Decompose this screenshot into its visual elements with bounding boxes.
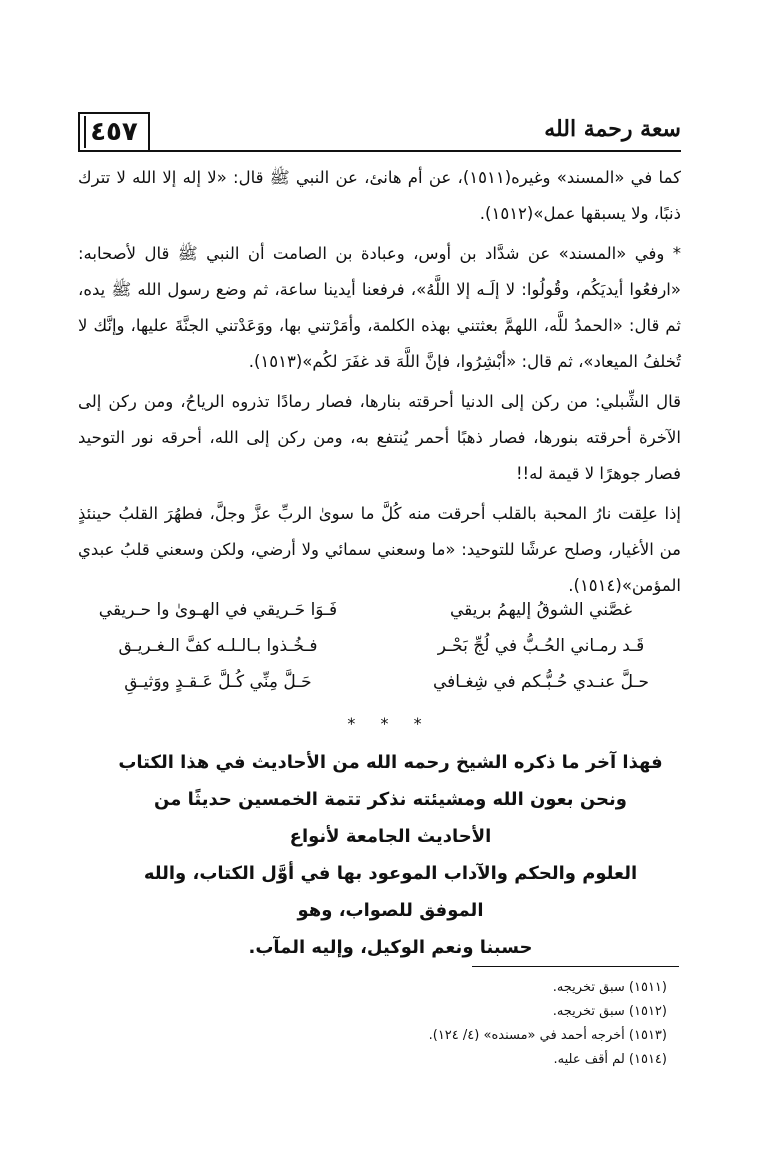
- hemistich-first: قَـد رمـاني الحُـبُّ في لُجِّ بَحْـر: [437, 636, 645, 656]
- hemistich-second: فـخُـذوا بـالـلـه كفَّ الـغـريـق: [118, 636, 318, 656]
- footnote: (١٥١٢) سبق تخريجه.: [552, 1004, 667, 1019]
- page-header: [78, 112, 681, 154]
- verse: [78, 592, 681, 628]
- footnote: (١٥١٣) أخرجه أحمد في «مسنده» (٤/ ١٢٤).: [428, 1028, 667, 1043]
- closing-line: فهذا آخر ما ذكره الشيخ رحمه الله من الأحاديث في هذا الكتاب: [118, 752, 663, 773]
- poem: [78, 592, 681, 700]
- page-number: ٤٥٧: [78, 112, 150, 152]
- header-rule: [150, 150, 681, 152]
- paragraph-2: * وفي «المسند» عن شدَّاد بن أوس، وعبادة بن الصامت أن النبي ﷺ قال لأصحابه: «ارفعُوا أيديَكُم، وقُولُوا: لا إلَـه إلا اللَّهُ»، فرفعنا أيدينا ساعة، ثم وضع رسول الله ﷺ يده، ثم قال: «الحمدُ للَّه، اللهمَّ بعثتني بهذه الكلمة، وأمَرْتني بها، ووَعَدْتني الجنَّةَ عليها، وإنَّك لا تُخلفُ الميعاد»، ثم قال: «أبْشِرُوا، فإنَّ اللَّهَ قد غفَرَ لكُم»(١٥١٣).: [78, 244, 681, 371]
- section-separator: * * *: [347, 714, 432, 733]
- footnote-rule: [472, 966, 679, 967]
- closing-statement: [118, 744, 663, 966]
- closing-line: العلوم والحكم والآداب الموعود بها في أوَّل الكتاب، والله الموفق للصواب، وهو: [143, 863, 638, 921]
- footnote: (١٥١٤) لم أقف عليه.: [553, 1052, 667, 1067]
- hemistich-first: حـلَّ عنـدي حُـبُّـكم في شِغـافي: [433, 672, 649, 692]
- hemistich-second: حَـلَّ مِنِّي كُـلَّ عَـقـدٍ ووَثيـقِ: [124, 672, 312, 692]
- footnotes: [78, 976, 681, 1072]
- paragraph-4: إذا علِقت نارُ المحبة بالقلب أحرقت منه كُلَّ ما سوىٰ الربِّ عزَّ وجلَّ، فطهُرَ القلبُ حينئذٍ من الأغيار، وصلح عرشًا للتوحيد: «ما وسعني سمائي ولا أرضي، ولكن وسعني قلبُ عبدي المؤمن»(١٥١٤).: [78, 504, 681, 595]
- running-title: سعة رحمة الله: [544, 116, 681, 142]
- verse: [78, 664, 681, 700]
- body-text: [78, 160, 681, 608]
- closing-line: ونحن بعون الله ومشيئته نذكر تتمة الخمسين حديثًا من الأحاديث الجامعة لأنواع: [154, 789, 627, 847]
- hemistich-first: غصَّني الشوقُ إليهمُ بريقي: [450, 600, 632, 620]
- footnote: (١٥١١) سبق تخريجه.: [552, 980, 667, 995]
- hemistich-second: فَـوَا حَـريقي في الهـوىٰ وا حـريقي: [98, 600, 338, 620]
- closing-line: حسبنا ونعم الوكيل، وإليه المآب.: [248, 937, 533, 958]
- verse: [78, 628, 681, 664]
- paragraph-1: كما في «المسند» وغيره(١٥١١)، عن أم هانئ، عن النبي ﷺ قال: «لا إله إلا الله لا تترك ذنبًا، ولا يسبقها عمل»(١٥١٢).: [78, 168, 681, 223]
- paragraph-3: قال الشِّبلي: من ركن إلى الدنيا أحرقته بنارها، فصار رمادًا تذروه الرياحُ، ومن ركن إلى الآخرة أحرقته بنورها، فصار ذهبًا أحمر يُنتفع به، ومن ركن إلى الله، أحرقه نور التوحيد فصار جوهرًا لا قيمة له!!: [78, 392, 681, 483]
